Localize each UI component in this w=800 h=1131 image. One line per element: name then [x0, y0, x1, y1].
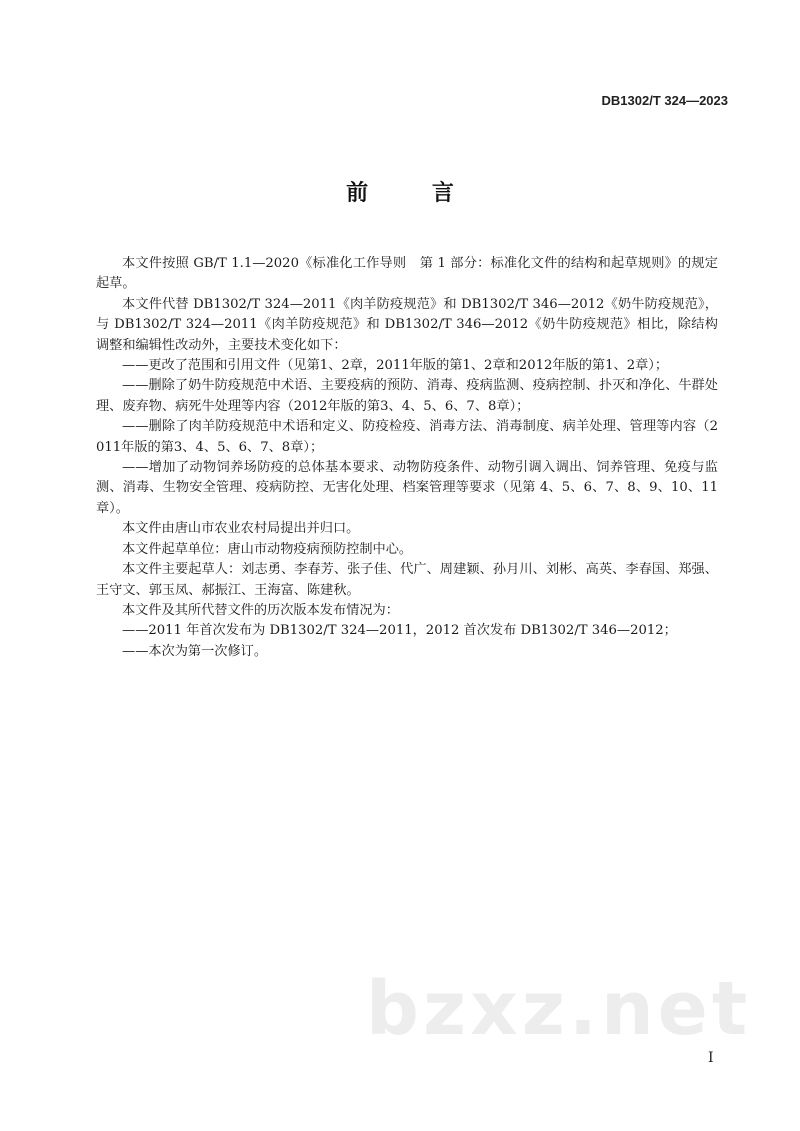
- paragraph-proposer: 本文件由唐山市农业农村局提出并归口。: [122, 521, 360, 537]
- history-item-revision: ——本次为第一次修订。: [122, 643, 268, 659]
- change-item-sheep-removed: ——删除了肉羊防疫规范中术语和定义、防疫检疫、消毒方法、消毒制度、病羊处理、管理等内容（2011年版的第3、4、5、6、7、8章）；: [96, 419, 718, 455]
- change-item-added: ——增加了动物饲养场防疫的总体基本要求、动物防疫条件、动物引调入调出、饲养管理、免疫与监测、消毒、生物安全管理、疫病防控、无害化处理、档案管理等要求（见第 4、5、6、7、8、9、10、11 章）。: [96, 460, 718, 516]
- change-item-scope: ——更改了范围和引用文件（见第1、2章，2011年版的第1、2章和2012年版的第1、2章）；: [122, 358, 669, 374]
- change-item-dairy-removed: ——删除了奶牛防疫规范中术语、主要疫病的预防、消毒、疫病监测、疫病控制、扑灭和净化、牛群处理、废弃物、病死牛处理等内容（2012年版的第3、4、5、6、7、8章）；: [96, 378, 718, 414]
- paragraph-drafting-basis: 本文件按照 GB/T 1.1—2020《标准化工作导则 第 1 部分：标准化文件的结构和起草规则》的规定起草。: [96, 256, 718, 292]
- paragraph-history: 本文件及其所代替文件的历次版本发布情况为：: [122, 602, 399, 618]
- page-title: 前 言: [346, 181, 482, 206]
- paragraph-drafters: 本文件主要起草人：刘志勇、李春芳、张子佳、代广、周建颖、孙月川、刘彬、高英、李春国、郑强、王守文、郭玉凤、郝振江、王海富、陈建秋。: [96, 562, 718, 598]
- paragraph-drafting-unit: 本文件起草单位：唐山市动物疫病预防控制中心。: [122, 541, 413, 557]
- history-item-first: ——2011 年首次发布为 DB1302/T 324—2011，2012 首次发布 DB1302/T 346—2012；: [122, 623, 677, 639]
- paragraph-replacement: 本文件代替 DB1302/T 324—2011《肉羊防疫规范》和 DB1302/T 346—2012《奶牛防疫规范》，与 DB1302/T 324—2011《肉羊防疫规范》和 DB1302/T 346—2012《奶牛防疫规范》相比，除结构调整和编辑性改动外，主要技术变化如下：: [96, 296, 718, 353]
- foreword-body: [96, 254, 718, 662]
- watermark: bzxz.net: [366, 966, 752, 1052]
- page-number: I: [708, 1050, 714, 1066]
- document-code: DB1302/T 324—2023: [601, 93, 728, 108]
